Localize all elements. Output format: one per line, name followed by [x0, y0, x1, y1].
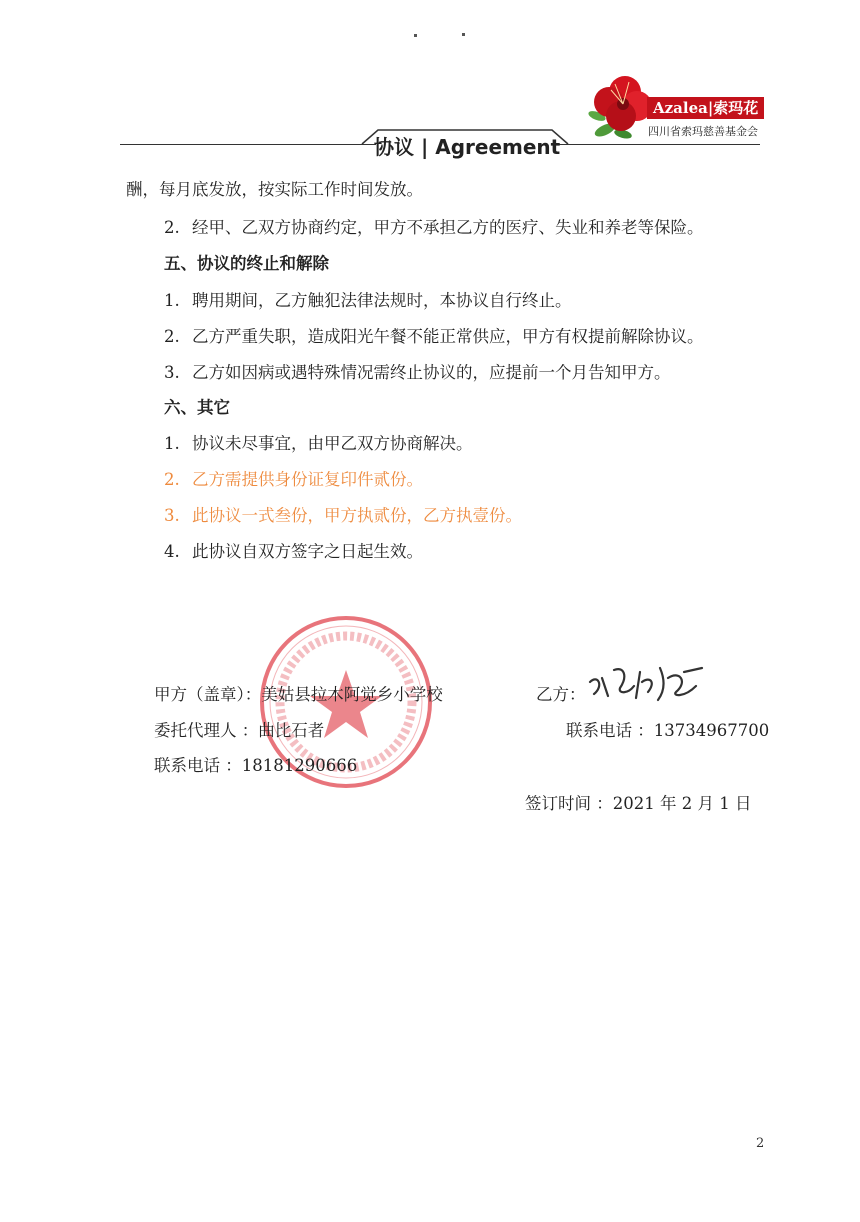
scan-artifact: [410, 32, 470, 38]
list-item-highlighted: 3. 此协议一式叁份，甲方执贰份，乙方执壹份。: [164, 506, 522, 525]
party-a-label: 甲方（盖章）：美姑县拉木阿觉乡小学校: [154, 685, 443, 704]
list-item: 1. 聘用期间，乙方触犯法律法规时，本协议自行终止。: [164, 291, 572, 310]
handwritten-signature: [584, 652, 714, 704]
signing-date: 签订时间 ：2021 年 2 月 1 日: [525, 794, 752, 813]
continued-line: 酬，每月底发放，按实际工作时间发放。: [126, 180, 423, 199]
party-a-phone: 联系电话 ：18181290666: [154, 756, 358, 775]
party-b-phone: 联系电话 ：13734967700: [566, 721, 770, 740]
list-item: 1. 协议未尽事宜，由甲乙双方协商解决。: [164, 434, 473, 453]
section-heading: 五、协议的终止和解除: [164, 254, 329, 273]
list-item: 4. 此协议自双方签字之日起生效。: [164, 542, 423, 561]
document-title: 协议 | Agreement: [374, 135, 561, 159]
foundation-logo: [585, 72, 785, 144]
list-item-highlighted: 2. 乙方需提供身份证复印件贰份。: [164, 470, 423, 489]
logo-name: Azalea|索玛花: [647, 97, 764, 119]
party-b-label: 乙方：: [536, 685, 586, 704]
page-number: 2: [756, 1136, 765, 1151]
list-item: 2. 乙方严重失职，造成阳光午餐不能正常供应，甲方有权提前解除协议。: [164, 327, 704, 346]
section-heading: 六、其它: [164, 398, 230, 417]
agent-label: 委托代理人 ：曲比石者: [154, 721, 325, 740]
logo-subtitle: 四川省索玛慈善基金会: [648, 125, 758, 138]
list-item: 3. 乙方如因病或遇特殊情况需终止协议的，应提前一个月告知甲方。: [164, 363, 671, 382]
list-item: 2. 经甲、乙双方协商约定，甲方不承担乙方的医疗、失业和养老等保险。: [164, 218, 704, 237]
